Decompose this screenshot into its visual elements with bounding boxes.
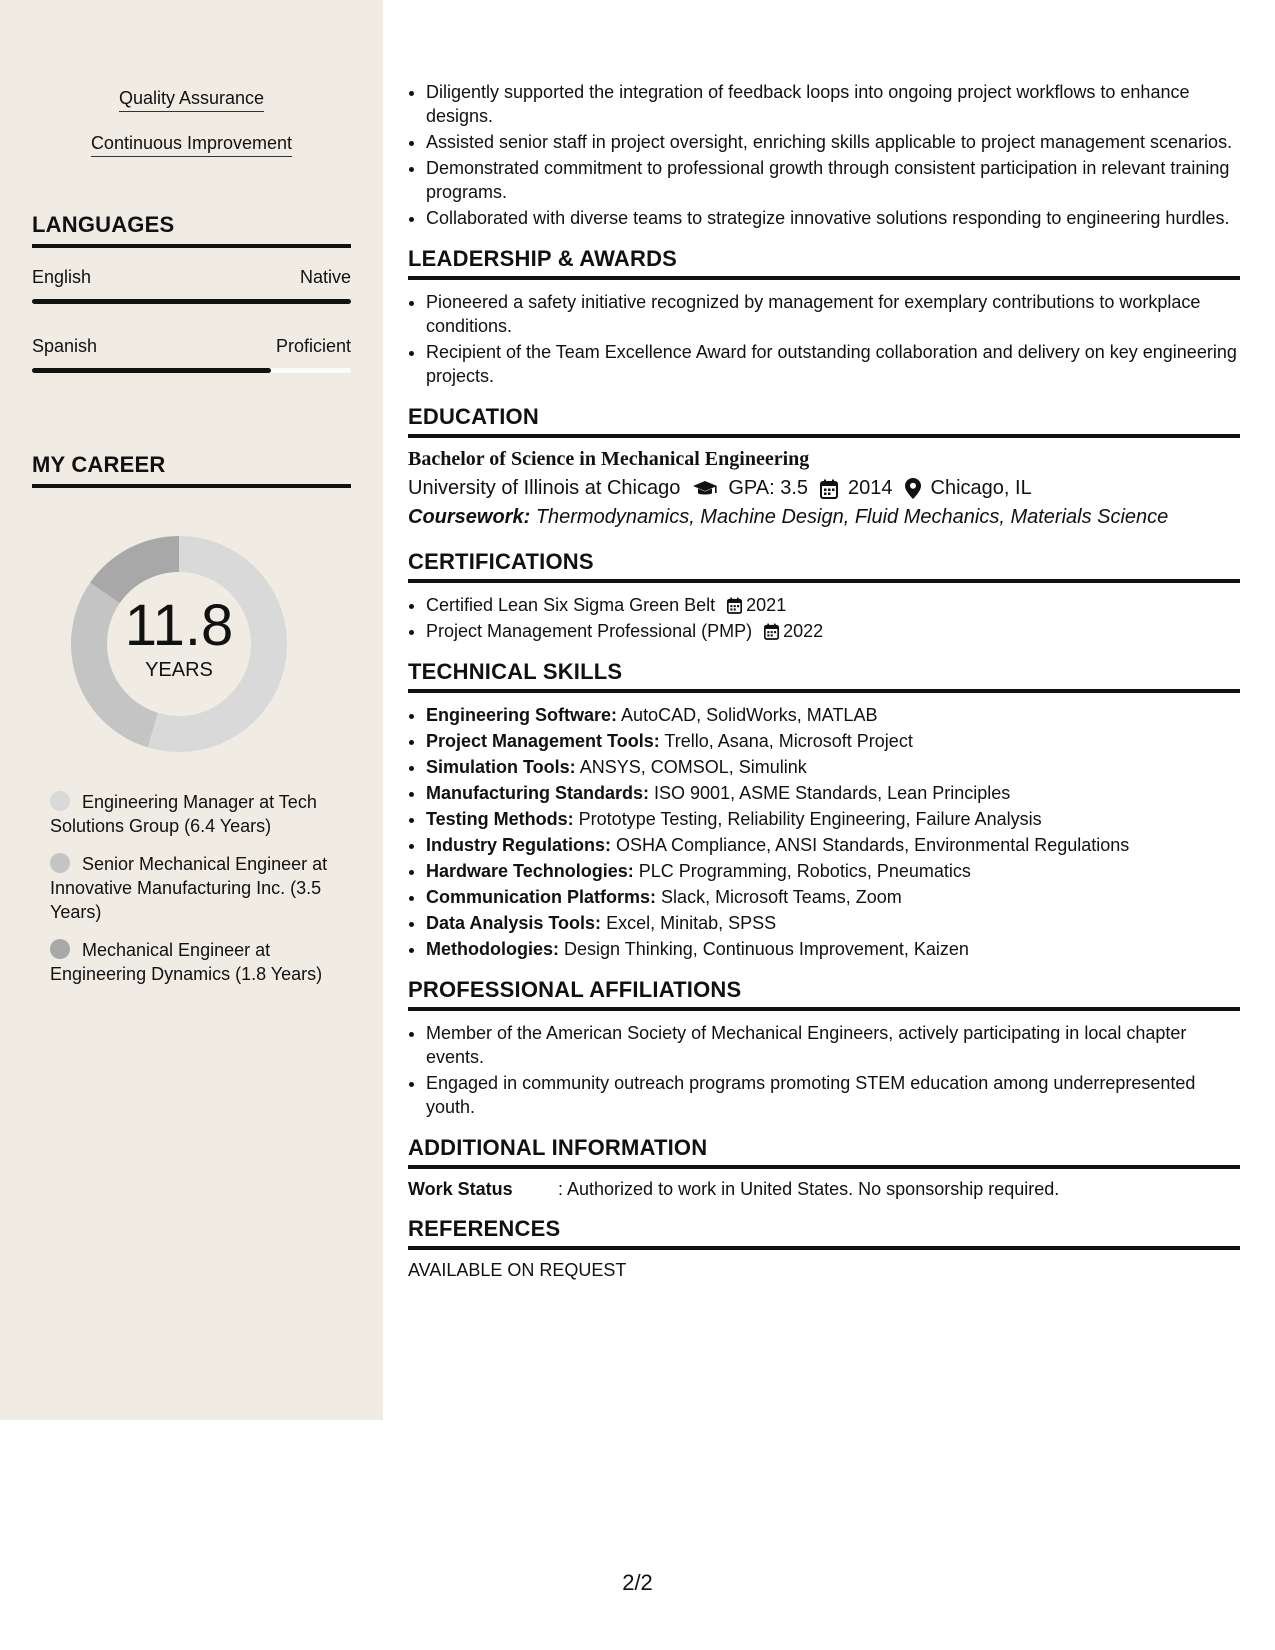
education-meta xyxy=(408,477,1240,500)
languages-heading: LANGUAGES xyxy=(32,212,351,248)
leadership-list xyxy=(408,290,1240,388)
certification-name: • Project Management Professional (PMP) xyxy=(426,621,753,641)
technical-skill-item xyxy=(426,807,1240,831)
language-row-spanish xyxy=(32,336,351,357)
education-coursework xyxy=(408,506,1240,529)
career-item xyxy=(50,938,340,986)
education-heading: EDUCATION xyxy=(408,404,1240,438)
skill-values: Trello, Asana, Microsoft Project xyxy=(664,731,913,751)
graduation-cap-icon xyxy=(692,480,718,498)
language-bar-english xyxy=(32,299,351,304)
calendar-icon xyxy=(820,479,838,499)
skill-values: Design Thinking, Continuous Improvement, Kaizen xyxy=(564,939,969,959)
skill-values: AutoCAD, SolidWorks, MATLAB xyxy=(621,705,878,725)
language-bar-fill xyxy=(32,368,271,373)
coursework-label: Coursework: xyxy=(408,506,531,528)
skill-link-label: Continuous Improvement xyxy=(91,133,292,157)
skill-category: Testing Methods: xyxy=(426,809,574,829)
career-item xyxy=(50,852,340,924)
leadership-item: • Recipient of the Team Excellence Award for outstanding collaboration and delivery on key engineering projects. xyxy=(426,340,1240,388)
work-status-row xyxy=(408,1179,1240,1200)
career-total-years: 11.8 xyxy=(124,592,234,658)
language-row-english xyxy=(32,267,351,288)
language-name: English xyxy=(32,267,92,287)
skill-values: ANSYS, COMSOL, Simulink xyxy=(579,757,807,777)
certification-item xyxy=(426,593,1240,617)
affiliation-item: • Member of the American Society of Mechanical Engineers, actively participating in local chapter events. xyxy=(426,1021,1240,1069)
technical-skill-item xyxy=(426,781,1240,805)
references-heading: REFERENCES xyxy=(408,1216,1240,1250)
skill-link-label: Quality Assurance xyxy=(119,88,264,112)
technical-skill-item xyxy=(426,885,1240,909)
career-item-label: Mechanical Engineer at Engineering Dynamics (1.8 Years) xyxy=(50,940,323,984)
skill-values: PLC Programming, Robotics, Pneumatics xyxy=(638,861,971,881)
technical-skill-item xyxy=(426,911,1240,935)
skill-values: OSHA Compliance, ANSI Standards, Environmental Regulations xyxy=(616,835,1130,855)
career-legend-dot xyxy=(50,939,70,959)
calendar-icon xyxy=(764,623,779,640)
education-gpa: GPA: 3.5 xyxy=(728,477,809,499)
skill-category: Hardware Technologies: xyxy=(426,861,634,881)
career-donut-center xyxy=(66,531,292,757)
career-total-unit: YEARS xyxy=(145,658,213,681)
affiliations-list xyxy=(408,1021,1240,1119)
sidebar xyxy=(0,0,383,1420)
leadership-heading: LEADERSHIP & AWARDS xyxy=(408,246,1240,280)
technical-skill-item xyxy=(426,833,1240,857)
experience-bullet: • Demonstrated commitment to professional growth through consistent participation in relevant training programs. xyxy=(426,156,1240,204)
skill-category: Simulation Tools: xyxy=(426,757,576,777)
skill-link-continuous-improvement[interactable] xyxy=(0,133,383,154)
work-status-value: : Authorized to work in United States. No sponsorship required. xyxy=(558,1179,1060,1199)
references-text: AVAILABLE ON REQUEST xyxy=(408,1260,627,1280)
technical-skill-item xyxy=(426,729,1240,753)
career-item xyxy=(50,790,340,838)
technical-skill-item xyxy=(426,755,1240,779)
career-donut-chart xyxy=(66,531,292,757)
skill-category: Engineering Software: xyxy=(426,705,618,725)
language-level: Proficient xyxy=(275,336,351,356)
experience-bullet: • Diligently supported the integration of feedback loops into ongoing project workflows to enhance designs. xyxy=(426,80,1240,128)
language-name: Spanish xyxy=(32,336,98,356)
technical-skill-item xyxy=(426,859,1240,883)
skill-category: Data Analysis Tools: xyxy=(426,913,602,933)
career-item-label: Engineering Manager at Tech Solutions Group (6.4 Years) xyxy=(50,792,317,836)
technical-skill-item xyxy=(426,703,1240,727)
skill-category: Industry Regulations: xyxy=(426,835,612,855)
career-legend-dot xyxy=(50,791,70,811)
language-level: Native xyxy=(299,267,351,287)
technical-skill-item xyxy=(426,937,1240,961)
work-status-label: Work Status xyxy=(408,1179,513,1199)
leadership-item: • Pioneered a safety initiative recognized by management for exemplary contributions to workplace conditions. xyxy=(426,290,1240,338)
skill-category: Project Management Tools: xyxy=(426,731,660,751)
map-pin-icon xyxy=(905,478,921,499)
main-content xyxy=(408,80,1240,1281)
certification-year: 2021 xyxy=(746,595,787,615)
career-item-label: Senior Mechanical Engineer at Innovative Manufacturing Inc. (3.5 Years) xyxy=(50,854,328,922)
additional-info-heading: ADDITIONAL INFORMATION xyxy=(408,1135,1240,1169)
skill-link-quality-assurance[interactable] xyxy=(0,88,383,109)
career-legend-dot xyxy=(50,853,70,873)
experience-bullets xyxy=(408,80,1240,230)
language-bar-fill xyxy=(32,299,351,304)
certification-item xyxy=(426,619,1240,643)
skill-values: Prototype Testing, Reliability Engineering, Failure Analysis xyxy=(578,809,1042,829)
skill-category: Manufacturing Standards: xyxy=(426,783,650,803)
education-degree: Bachelor of Science in Mechanical Engineering xyxy=(408,448,810,470)
certifications-heading: CERTIFICATIONS xyxy=(408,549,1240,583)
skill-category: Communication Platforms: xyxy=(426,887,657,907)
skill-values: Slack, Microsoft Teams, Zoom xyxy=(661,887,902,907)
education-location: Chicago, IL xyxy=(930,477,1032,499)
experience-bullet: • Assisted senior staff in project oversight, enriching skills applicable to project management scenarios. xyxy=(426,130,1240,154)
certification-year: 2022 xyxy=(783,621,824,641)
experience-bullet: • Collaborated with diverse teams to strategize innovative solutions responding to engineering hurdles. xyxy=(426,206,1240,230)
certifications-list xyxy=(408,593,1240,643)
education-school: University of Illinois at Chicago xyxy=(408,477,681,499)
affiliation-item: • Engaged in community outreach programs promoting STEM education among underrepresented youth. xyxy=(426,1071,1240,1119)
coursework-value: Thermodynamics, Machine Design, Fluid Mechanics, Materials Science xyxy=(535,506,1169,528)
technical-skills-heading: TECHNICAL SKILLS xyxy=(408,659,1240,693)
skill-values: Excel, Minitab, SPSS xyxy=(606,913,777,933)
technical-skills-list xyxy=(408,703,1240,961)
certification-name: • Certified Lean Six Sigma Green Belt xyxy=(426,595,716,615)
career-heading: MY CAREER xyxy=(32,452,351,488)
skill-category: Methodologies: xyxy=(426,939,559,959)
skill-values: ISO 9001, ASME Standards, Lean Principles xyxy=(654,783,1011,803)
career-list xyxy=(50,790,340,1000)
education-year: 2014 xyxy=(848,477,893,499)
language-bar-spanish xyxy=(32,368,351,373)
page-number: 2/2 xyxy=(622,1570,653,1595)
affiliations-heading: PROFESSIONAL AFFILIATIONS xyxy=(408,977,1240,1011)
calendar-icon xyxy=(727,597,742,614)
